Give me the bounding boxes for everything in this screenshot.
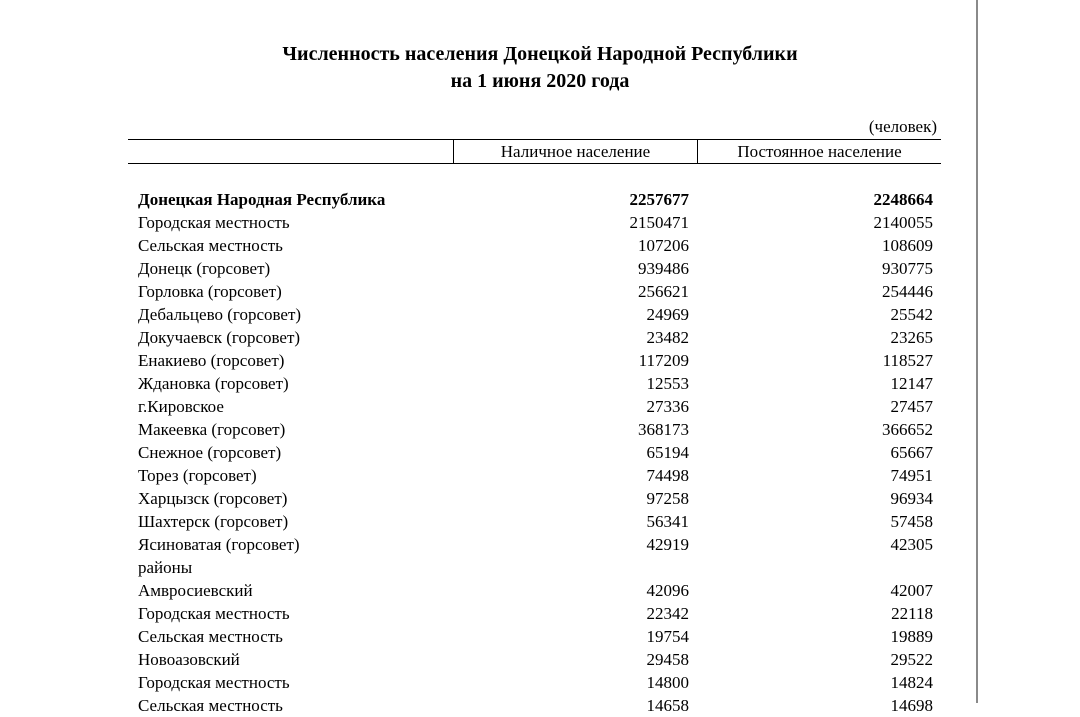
row-territory-name: Ясиноватая (горсовет) (138, 535, 300, 554)
row-present-population: 24969 (646, 305, 689, 324)
row-permanent-population: 14698 (890, 696, 933, 715)
table-row (0, 418, 989, 441)
table-row (0, 579, 989, 602)
row-territory-name: Торез (горсовет) (138, 466, 257, 485)
row-present-population: 97258 (646, 489, 689, 508)
row-territory-name: Горловка (горсовет) (138, 282, 282, 301)
row-present-population: 2257677 (629, 190, 689, 209)
row-territory-name: Докучаевск (горсовет) (138, 328, 301, 347)
row-present-population: 107206 (638, 236, 689, 255)
document-title: Численность населения Донецкой Народной Республики (282, 43, 798, 65)
row-permanent-population: 2248664 (873, 190, 933, 209)
table-row (0, 556, 989, 579)
row-permanent-population: 65667 (890, 443, 933, 462)
table-row (0, 648, 989, 671)
table-header-rule (128, 163, 941, 164)
row-permanent-population: 27457 (890, 397, 933, 416)
row-present-population: 368173 (638, 420, 689, 439)
row-permanent-population: 14824 (890, 673, 933, 692)
row-permanent-population: 25542 (890, 305, 933, 324)
row-present-population: 19754 (646, 627, 689, 646)
row-permanent-population: 366652 (882, 420, 933, 439)
row-territory-name: Городская местность (138, 213, 290, 232)
row-territory-name: Дебальцево (горсовет) (138, 305, 302, 324)
row-territory-name: Донецкая Народная Республика (138, 190, 386, 209)
row-territory-name: Амвросиевский (138, 581, 253, 600)
row-territory-name: Сельская местность (138, 236, 283, 255)
row-present-population: 2150471 (629, 213, 689, 232)
row-territory-name: Харцызск (горсовет) (138, 489, 288, 508)
table-row (0, 326, 989, 349)
row-territory-name: Сельская местность (138, 627, 283, 646)
row-permanent-population: 96934 (890, 489, 933, 508)
row-permanent-population: 254446 (882, 282, 933, 301)
unit-label: (человек) (868, 117, 937, 136)
table-row (0, 625, 989, 648)
table-row (0, 510, 989, 533)
row-present-population: 939486 (638, 259, 689, 278)
row-permanent-population: 12147 (890, 374, 933, 393)
table-row (0, 372, 989, 395)
table-row (0, 441, 989, 464)
row-permanent-population: 108609 (882, 236, 933, 255)
row-permanent-population: 57458 (890, 512, 933, 531)
row-present-population: 27336 (646, 397, 689, 416)
population-table-body (0, 188, 989, 717)
row-permanent-population: 19889 (890, 627, 933, 646)
table-row (0, 188, 989, 211)
table-row (0, 671, 989, 694)
row-present-population: 42096 (646, 581, 689, 600)
row-present-population: 22342 (646, 604, 689, 623)
row-present-population: 74498 (646, 466, 689, 485)
row-territory-name: Городская местность (138, 673, 290, 692)
row-territory-name: Ждановка (горсовет) (138, 374, 289, 393)
table-row (0, 395, 989, 418)
row-territory-name: Сельская местность (138, 696, 283, 715)
row-permanent-population: 22118 (891, 604, 933, 623)
row-present-population: 12553 (646, 374, 689, 393)
row-territory-name: Городская местность (138, 604, 290, 623)
row-present-population: 65194 (646, 443, 689, 462)
row-present-population: 42919 (646, 535, 689, 554)
table-row (0, 234, 989, 257)
table-row (0, 280, 989, 303)
row-permanent-population: 42305 (890, 535, 933, 554)
row-territory-name: Шахтерск (горсовет) (138, 512, 289, 531)
row-present-population: 14800 (646, 673, 689, 692)
row-present-population: 256621 (638, 282, 689, 301)
row-permanent-population: 29522 (890, 650, 933, 669)
column-header-present: Наличное население (500, 142, 651, 161)
table-row (0, 464, 989, 487)
row-present-population: 29458 (646, 650, 689, 669)
row-present-population: 23482 (646, 328, 689, 347)
table-row (0, 211, 989, 234)
row-territory-name: Новоазовский (138, 650, 240, 669)
row-permanent-population: 42007 (890, 581, 933, 600)
row-territory-name: г.Кировское (138, 397, 224, 416)
row-territory-name: Макеевка (горсовет) (138, 420, 286, 439)
table-row (0, 487, 989, 510)
document-subtitle-date: на 1 июня 2020 года (450, 70, 630, 92)
row-present-population: 14658 (646, 696, 689, 715)
table-row (0, 303, 989, 326)
table-row (0, 257, 989, 280)
row-territory-name: районы (138, 558, 193, 577)
row-permanent-population: 118527 (882, 351, 933, 370)
row-permanent-population: 74951 (890, 466, 933, 485)
table-row (0, 602, 989, 625)
table-top-rule (128, 139, 941, 140)
table-row (0, 533, 989, 556)
table-row (0, 349, 989, 372)
row-present-population: 56341 (646, 512, 689, 531)
row-territory-name: Снежное (горсовет) (138, 443, 282, 462)
row-territory-name: Енакиево (горсовет) (138, 351, 285, 370)
row-territory-name: Донецк (горсовет) (138, 259, 271, 278)
column-header-permanent: Постоянное население (737, 142, 902, 161)
row-permanent-population: 930775 (882, 259, 933, 278)
row-permanent-population: 23265 (890, 328, 933, 347)
table-row (0, 694, 989, 717)
row-permanent-population: 2140055 (873, 213, 933, 232)
row-present-population: 117209 (638, 351, 689, 370)
